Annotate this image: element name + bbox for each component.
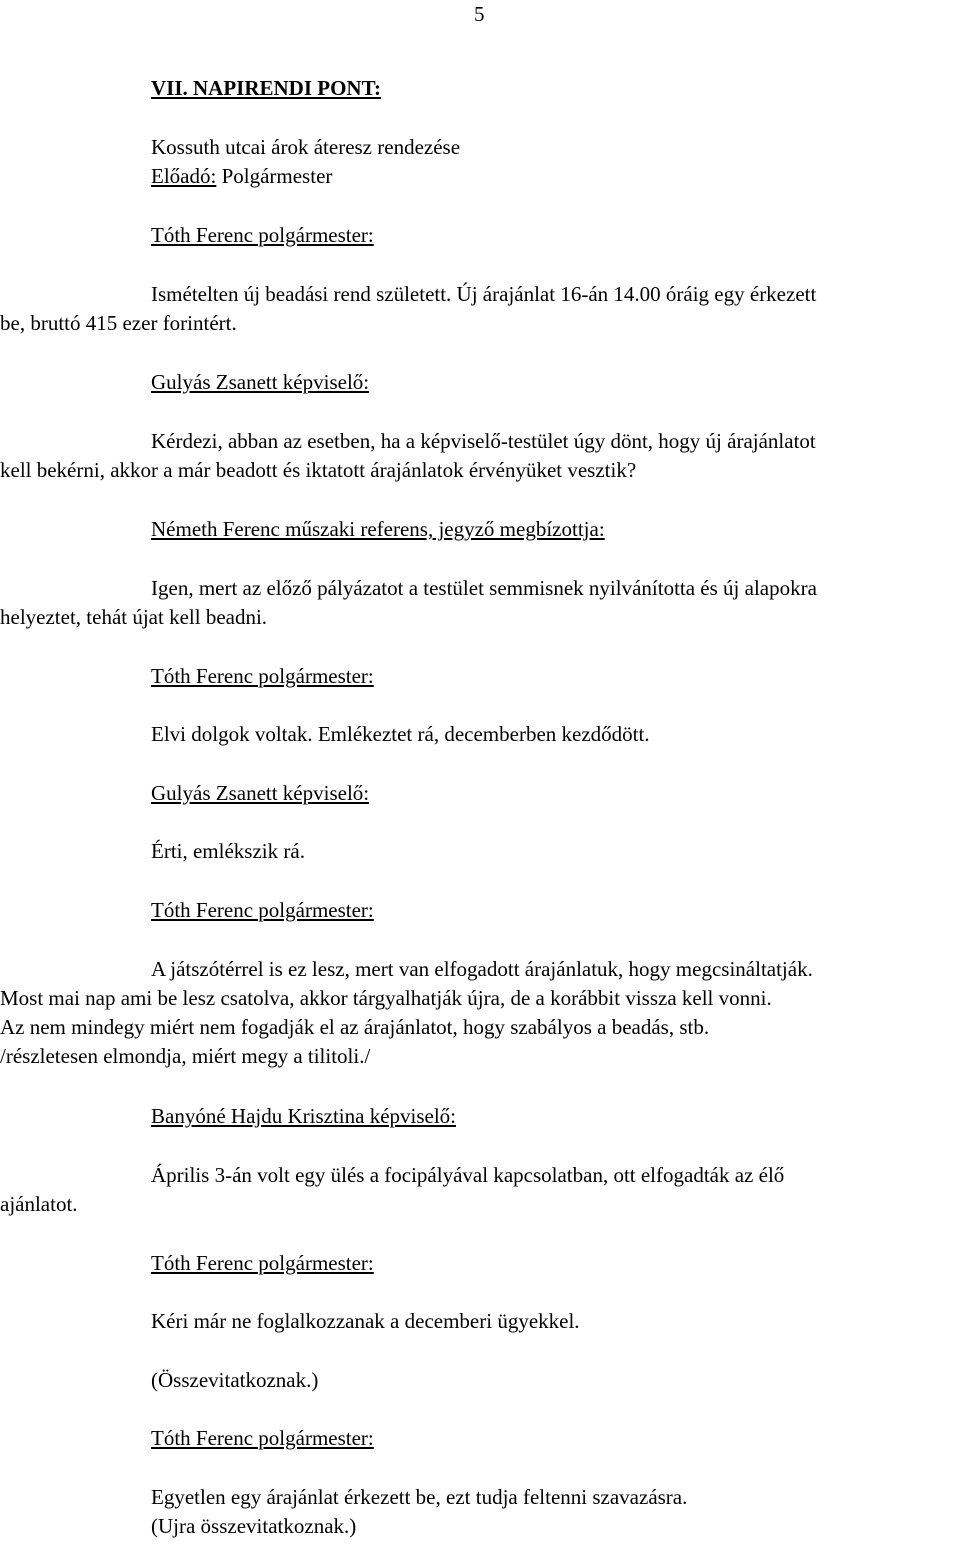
agenda-heading: VII. NAPIRENDI PONT: <box>151 76 382 100</box>
paragraph-line: Ismételten új beadási rend született. Új árajánlat 16-án 14.00 óráig egy érkezett <box>151 282 817 306</box>
paragraph-line: ajánlatot. <box>0 1192 78 1216</box>
paragraph-line: /részletesen elmondja, miért megy a tilitoli./ <box>0 1044 371 1068</box>
agenda-topic: Kossuth utcai árok áteresz rendezése <box>151 135 461 159</box>
paragraph-line: Kérdezi, abban az esetben, ha a képviselő-testület úgy dönt, hogy új árajánlatot <box>151 429 816 453</box>
paragraph-line: Kéri már ne foglalkozzanak a decemberi ügyekkel. <box>151 1309 580 1333</box>
speaker-label: Tóth Ferenc polgármester: <box>151 898 374 922</box>
paragraph-line: Érti, emlékszik rá. <box>151 839 305 863</box>
stage-direction: (Ujra összevitatkoznak.) <box>151 1514 357 1538</box>
speaker-label: Tóth Ferenc polgármester: <box>151 664 374 688</box>
paragraph-line: Igen, mert az előző pályázatot a testület semmisnek nyilvánította és új alapokra <box>151 576 817 600</box>
stage-direction: (Összevitatkoznak.) <box>151 1368 319 1392</box>
paragraph-line: Elvi dolgok voltak. Emlékeztet rá, decemberben kezdődött. <box>151 722 650 746</box>
paragraph-line: Április 3-án volt egy ülés a focipályával kapcsolatban, ott elfogadták az élő <box>151 1163 785 1187</box>
speaker-label: Tóth Ferenc polgármester: <box>151 1251 374 1275</box>
presenter-value: Polgármester <box>216 164 333 188</box>
speaker-label: Németh Ferenc műszaki referens, jegyző megbízottja: <box>151 517 605 541</box>
presenter-line <box>151 164 332 189</box>
paragraph-line: A játszótérrel is ez lesz, mert van elfogadott árajánlatuk, hogy megcsináltatják. <box>151 957 813 981</box>
speaker-label: Tóth Ferenc polgármester: <box>151 1426 374 1450</box>
speaker-label: Banyóné Hajdu Krisztina képviselő: <box>151 1104 457 1128</box>
paragraph-line: Most mai nap ami be lesz csatolva, akkor tárgyalhatják újra, de a korábbit vissza kell vonni. <box>0 986 772 1010</box>
paragraph-line: Az nem mindegy miért nem fogadják el az árajánlatot, hogy szabályos a beadás, stb. <box>0 1015 710 1039</box>
speaker-label: Gulyás Zsanett képviselő: <box>151 370 370 394</box>
page-number: 5 <box>474 2 485 26</box>
paragraph-line: kell bekérni, akkor a már beadott és iktatott árajánlatok érvényüket vesztik? <box>0 458 637 482</box>
paragraph-line: be, bruttó 415 ezer forintért. <box>0 311 237 335</box>
presenter-label: Előadó: <box>151 164 217 188</box>
paragraph-line: Egyetlen egy árajánlat érkezett be, ezt tudja feltenni szavazásra. <box>151 1485 688 1509</box>
speaker-label: Gulyás Zsanett képviselő: <box>151 781 370 805</box>
paragraph-line: helyeztet, tehát újat kell beadni. <box>0 605 268 629</box>
speaker-label: Tóth Ferenc polgármester: <box>151 223 374 247</box>
